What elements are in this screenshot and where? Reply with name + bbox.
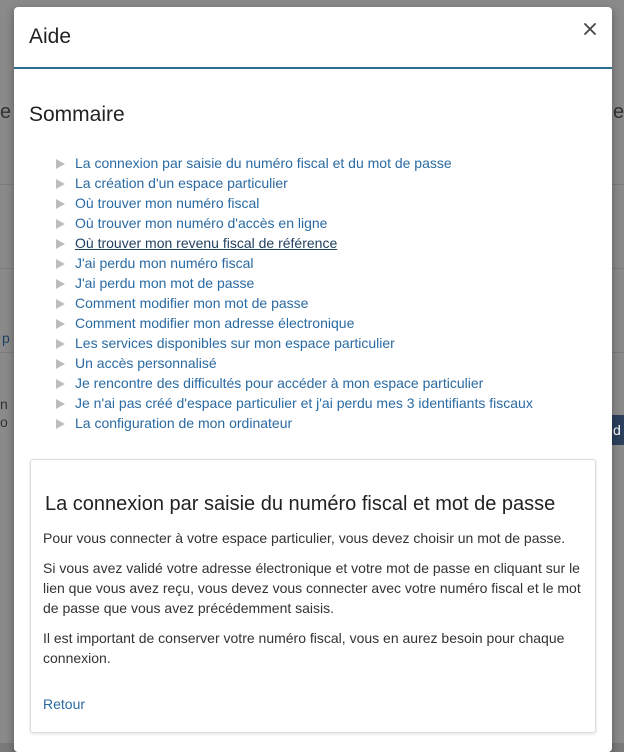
toc-item <box>56 173 533 193</box>
background-divider <box>0 268 14 269</box>
help-article-panel <box>30 459 596 733</box>
triangle-right-icon <box>56 259 65 269</box>
toc-item <box>56 213 533 233</box>
toc-link[interactable]: La configuration de mon ordinateur <box>75 415 293 431</box>
article-paragraph: Si vous avez validé votre adresse électronique et votre mot de passe en cliquant sur le lien que vous avez reçu, vous devez vous connecter avec votre numéro fiscal et le mot de passe que vous avez précédemment saisis. <box>43 560 581 616</box>
toc-link[interactable]: Les services disponibles sur mon espace particulier <box>75 335 395 351</box>
background-fragment: n <box>0 396 8 412</box>
background-fragment: d <box>613 422 621 438</box>
toc-link[interactable]: Je n'ai pas créé d'espace particulier et j'ai perdu mes 3 identifiants fiscaux <box>75 395 533 411</box>
toc-item <box>56 393 533 413</box>
toc-item <box>56 413 533 433</box>
toc-link[interactable]: La création d'un espace particulier <box>75 175 288 191</box>
toc-link[interactable]: J'ai perdu mon mot de passe <box>75 275 255 291</box>
modal-title: Aide <box>29 25 72 48</box>
toc-item <box>56 273 533 293</box>
toc-link[interactable]: La connexion par saisie du numéro fiscal et du mot de passe <box>75 155 452 171</box>
toc-item <box>56 293 533 313</box>
back-link[interactable]: Retour <box>43 696 86 712</box>
triangle-right-icon <box>56 359 65 369</box>
triangle-right-icon <box>56 159 65 169</box>
background-fragment: e <box>613 101 624 123</box>
toc-item <box>56 233 533 253</box>
triangle-right-icon <box>56 399 65 409</box>
background-fragment: p <box>2 330 10 346</box>
triangle-right-icon <box>56 419 65 429</box>
background-divider <box>0 352 14 353</box>
triangle-right-icon <box>56 179 65 189</box>
toc-link[interactable]: Je rencontre des difficultés pour accéder à mon espace particulier <box>75 375 484 391</box>
toc-link[interactable]: Où trouver mon numéro d'accès en ligne <box>75 215 328 231</box>
background-fragment: e <box>0 101 12 123</box>
toc-link[interactable]: Où trouver mon revenu fiscal de référence <box>75 235 338 251</box>
triangle-right-icon <box>56 339 65 349</box>
triangle-right-icon <box>56 199 65 209</box>
toc-item <box>56 153 533 173</box>
article-paragraph: Il est important de conserver votre numéro fiscal, vous en aurez besoin pour chaque connexion. <box>43 630 565 666</box>
background-divider <box>612 184 624 185</box>
help-modal <box>14 7 612 752</box>
article-paragraph: Pour vous connecter à votre espace particulier, vous devez choisir un mot de passe. <box>43 530 566 546</box>
toc-item <box>56 333 533 353</box>
background-divider <box>612 268 624 269</box>
close-icon[interactable] <box>582 21 598 37</box>
toc-item <box>56 253 533 273</box>
toc-link[interactable]: J'ai perdu mon numéro fiscal <box>75 255 254 271</box>
background-button <box>612 415 624 445</box>
toc-link[interactable]: Comment modifier mon mot de passe <box>75 295 309 311</box>
toc-item <box>56 193 533 213</box>
toc-link[interactable]: Comment modifier mon adresse électronique <box>75 315 355 331</box>
toc-item <box>56 373 533 393</box>
background-divider <box>0 184 14 185</box>
triangle-right-icon <box>56 379 65 389</box>
summary-title: Sommaire <box>29 103 125 126</box>
toc-link[interactable]: Un accès personnalisé <box>75 355 217 371</box>
triangle-right-icon <box>56 239 65 249</box>
toc-item <box>56 353 533 373</box>
summary-list <box>56 153 533 433</box>
triangle-right-icon <box>56 279 65 289</box>
toc-link[interactable]: Où trouver mon numéro fiscal <box>75 195 260 211</box>
triangle-right-icon <box>56 319 65 329</box>
background-divider <box>612 352 624 353</box>
triangle-right-icon <box>56 219 65 229</box>
modal-header <box>14 7 612 69</box>
article-title: La connexion par saisie du numéro fiscal et mot de passe <box>45 493 556 515</box>
toc-item <box>56 313 533 333</box>
background-fragment: o <box>0 414 8 430</box>
triangle-right-icon <box>56 299 65 309</box>
